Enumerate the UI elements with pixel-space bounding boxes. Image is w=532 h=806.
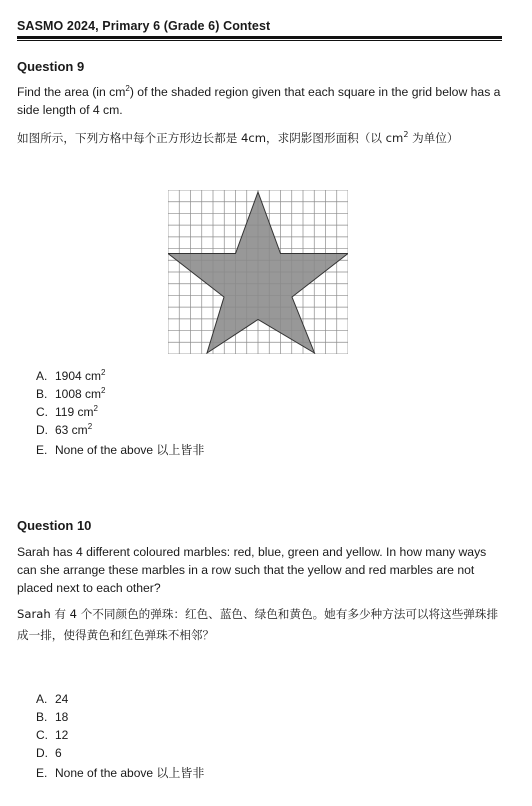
q10-option-a-value: 24 xyxy=(55,692,69,706)
q10-option-c-value: 12 xyxy=(55,728,69,742)
q9-option-c-value: 119 cm xyxy=(55,405,94,419)
header-rule-thick xyxy=(17,36,502,39)
q9-cn-pre: 如图所示，下列方格中每个正方形边长都是 4cm，求阴影图形面积（以 cm xyxy=(17,131,404,145)
q9-option-d[interactable]: D. 63 $cm^2$ xyxy=(36,422,93,437)
q9-cn-sup: 2 xyxy=(403,130,409,139)
question-9-options xyxy=(36,367,204,459)
q10-option-b-value: 18 xyxy=(55,710,69,724)
star-grid-figure xyxy=(168,190,348,354)
q10-option-c[interactable]: C. 12 xyxy=(36,728,69,742)
question-10-text-cn: Sarah 有 4 个不同颜色的弹珠：红色、蓝色、绿色和黄色。她有多少种方法可以将这些弹珠排成一排，使得黄色和红色弹珠不相邻？ xyxy=(17,607,499,642)
q9-en-pre: Find the area (in cm xyxy=(17,85,126,99)
question-9-text-cn xyxy=(17,128,502,149)
q10-option-d-value: 6 xyxy=(55,746,62,760)
q9-option-b[interactable]: B. 1008 $cm^2$ xyxy=(36,386,106,401)
q10-option-b[interactable]: B. 18 xyxy=(36,710,69,724)
header-rule-thin xyxy=(17,40,502,41)
q9-option-a-value: 1904 cm xyxy=(55,369,102,383)
q10-option-e-value: None of the above 以上皆非 xyxy=(55,766,205,780)
q10-option-d[interactable]: D. 6 xyxy=(36,746,62,760)
q9-option-a[interactable]: A. 1904 $cm^2$ xyxy=(36,368,106,383)
q9-option-e[interactable]: E. None of the above 以上皆非 xyxy=(36,443,205,457)
q9-option-e-value: None of the above 以上皆非 xyxy=(55,443,205,457)
q9-en-post: ) of the shaded region given that each square in the grid below has a side length of 4 cm. xyxy=(17,85,501,117)
q9-option-d-value: 63 cm xyxy=(55,423,88,437)
q9-en-sup: 2 xyxy=(125,84,130,93)
question-10-text-en: Sarah has 4 different coloured marbles: red, blue, green and yellow. In how many ways can she arrange these marbles in a row such that the yellow and red marbles are not placed next to each other? xyxy=(17,545,487,595)
question-9-heading: Question 9 xyxy=(17,59,85,74)
question-10-options xyxy=(36,690,204,782)
question-10-heading: Question 10 xyxy=(17,518,92,533)
q9-option-b-value: 1008 cm xyxy=(55,387,102,401)
question-9-text-en xyxy=(17,83,502,119)
q9-option-c[interactable]: C. 119 $cm^2$ xyxy=(36,404,98,419)
contest-title: SASMO 2024, Primary 6 (Grade 6) Contest xyxy=(17,19,271,33)
q9-cn-post: 为单位） xyxy=(408,131,459,145)
q10-option-e[interactable]: E. None of the above 以上皆非 xyxy=(36,766,205,780)
q10-option-a[interactable]: A. 24 xyxy=(36,692,69,706)
